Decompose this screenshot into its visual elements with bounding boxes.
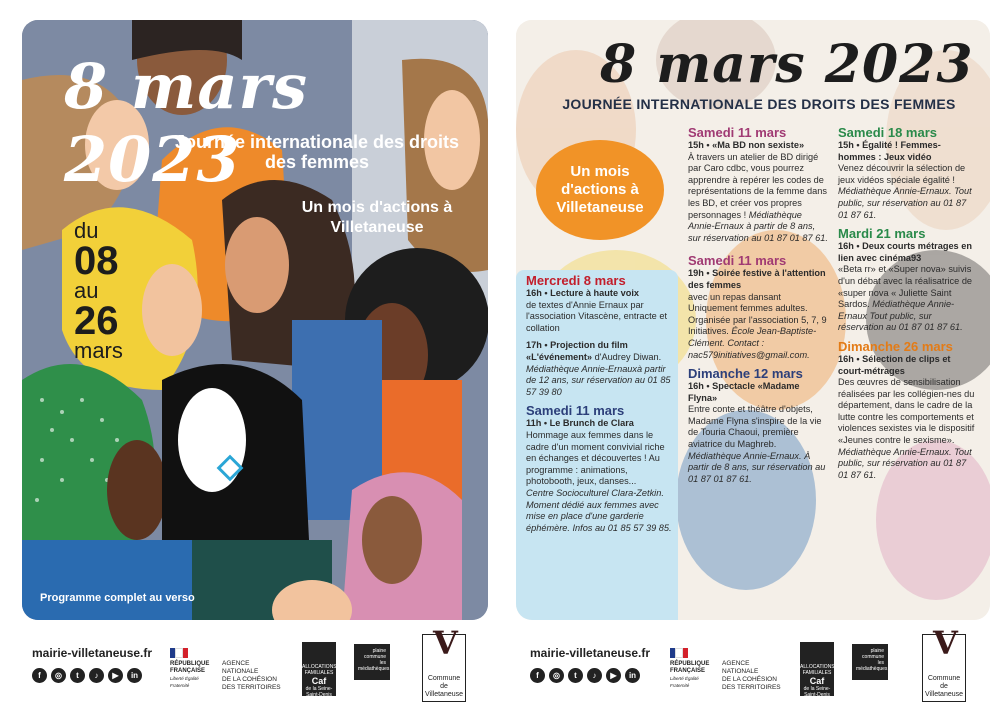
anct-logo: AGENCE NATIONALE DE LA COHÉSION DES TERRITOIRES: [222, 660, 281, 691]
tiktok-icon[interactable]: ♪: [587, 668, 602, 683]
tiktok-icon[interactable]: ♪: [89, 668, 104, 683]
facebook-icon[interactable]: f: [530, 668, 545, 683]
event-title: 11h • Le Brunch de Clara: [526, 418, 634, 429]
anct-logo-right: AGENCE NATIONALE DE LA COHÉSION DES TERRITOIRES: [722, 660, 781, 691]
date-range: [74, 220, 123, 362]
social-icons: [32, 668, 142, 683]
instagram-icon[interactable]: ◎: [549, 668, 564, 683]
date-heading: Dimanche 12 mars: [688, 366, 803, 382]
linkedin-icon[interactable]: in: [127, 668, 142, 683]
plaine-commune-logo: plaine commune les médiathèques: [354, 644, 390, 680]
event-info: École Jean-Baptiste-Clément. Contact : nac579initiatives@gmail.com.: [688, 326, 817, 360]
date-heading: Mardi 21 mars: [838, 226, 926, 242]
event-title: 16h • Sélection de clips et court-métrages: [838, 353, 951, 376]
poster-title-right: 8 mars 2023: [600, 34, 974, 95]
linkedin-icon[interactable]: in: [625, 668, 640, 683]
youtube-icon[interactable]: ▶: [108, 668, 123, 683]
caf-logo: ALLOCATIONS FAMILIALES Caf de la Seine-Saint-Denis: [302, 642, 336, 696]
date-au: au: [74, 278, 99, 303]
event-title: 15h • «Ma BD non sexiste»: [688, 140, 805, 150]
event-title: 15h • Égalité ! Femmes-hommes : Jeux vidéo: [838, 140, 941, 162]
date-heading: Samedi 11 mars: [688, 253, 787, 269]
event-item: [688, 140, 828, 244]
event-item: [688, 381, 828, 485]
right-poster: [516, 20, 990, 620]
facebook-icon[interactable]: f: [32, 668, 47, 683]
event-item: [838, 354, 978, 482]
program-column-2: [688, 126, 828, 491]
headline: JOURNÉE INTERNATIONALE DES DROITS DES FEMMES: [562, 96, 956, 112]
instagram-icon[interactable]: ◎: [51, 668, 66, 683]
month-badge: Un mois d'actions à Villetaneuse: [536, 140, 664, 240]
poster-subtitle: Journée internationale des droits des femmes: [174, 132, 460, 172]
event-info: Médiathèque Annie-Ernaux. À partir de 8 ans, sur réservation au 01 87 01 87 61.: [688, 450, 826, 484]
twitter-icon[interactable]: t: [70, 668, 85, 683]
event-text: Des œuvres de sensibilisation réalisées par les collégien-nes du département, dans le cadre de la lutte contre les comportements et violences sexistes via le dispositif «Jeunes contre le sexisme».: [838, 377, 975, 446]
date-heading: Samedi 18 mars: [838, 125, 938, 140]
date-du: du: [74, 218, 99, 243]
date-end: 26: [74, 299, 119, 343]
event-info: Médiathèque Annie-Ernaux Tout public, sur réservation au 01 87 01 87 61.: [838, 299, 963, 333]
event-item: [526, 288, 672, 334]
event-text: «Beta rr» et «Super nova» suivis d'un débat avec la réalisatrice de «super nova « Juliette Saint Sardos.: [838, 264, 973, 310]
event-info: Médiathèque Annie-Ernauxà partir de 12 ans, sur réservation au 01 85 57 39 80: [526, 363, 671, 397]
social-icons-right: [530, 668, 640, 683]
program-column-3: [838, 126, 978, 487]
event-text: de textes d'Annie Ernaux par l'association Vitascène, entracte et collation: [526, 299, 668, 333]
left-poster: [22, 20, 488, 620]
event-title: 16h • Lecture à haute voix: [526, 288, 639, 298]
republique-logo: RÉPUBLIQUE FRANÇAISE Liberté Égalité Fraternité: [170, 648, 210, 689]
program-note: Programme complet au verso: [40, 592, 195, 604]
website-link[interactable]: mairie-villetaneuse.fr: [32, 646, 153, 660]
event-item: [526, 418, 672, 534]
event-text: À travers un atelier de BD dirigé par Caro cdbc, vous pourrez apprendre à repérer les codes de représentations de la femme dans les BD, et créer vos propres personnages !: [688, 151, 827, 220]
french-flag-icon: [670, 648, 688, 658]
french-flag-icon: [170, 648, 188, 658]
villetaneuse-logo-right: V Commune de Villetaneuse: [922, 634, 966, 702]
event-info: Centre Socioculturel Clara-Zetkin. Moment dédié aux femmes avec mise en place d'une garderie éphémère. Infos au 01 85 57 39 85.: [526, 487, 672, 533]
event-text: avec un repas dansant Uniquement femmes adultes. Organisée par l'association 5, 7, 9 Initiatives.: [688, 291, 827, 337]
event-text: Venez découvrir la sélection de jeux vidéos spéciale égalité !: [838, 163, 966, 185]
event-title: 16h • Spectacle «Madame Flyna»: [688, 381, 800, 403]
villetaneuse-logo: V Commune de Villetaneuse: [422, 634, 466, 702]
event-info: Médiathèque Annie-Ernaux. Tout public, sur réservation au 01 87 01 87 61.: [838, 446, 972, 480]
plaine-commune-logo-right: plaine commune les médiathèques: [852, 644, 888, 680]
v-logo-icon: V: [433, 624, 458, 662]
date-heading: Dimanche 26 mars: [838, 338, 953, 354]
event-title: 17h • Projection du film «L'événement»: [526, 340, 628, 362]
youtube-icon[interactable]: ▶: [606, 668, 621, 683]
event-info: Médiathèque Annie-Ernaux. Tout public, sur réservation au 01 87 01 87 61.: [838, 186, 972, 220]
republique-logo-right: RÉPUBLIQUE FRANÇAISE Liberté Égalité Fraternité: [670, 648, 710, 689]
date-heading: Samedi 11 mars: [688, 125, 787, 140]
month-of-actions: Un mois d'actions à Villetaneuse: [301, 199, 453, 236]
event-title: 16h • Deux courts métrages en lien avec cinéma93: [838, 241, 972, 263]
date-heading: Mercredi 8 mars: [526, 273, 626, 288]
date-start: 08: [74, 239, 119, 283]
event-info: Médiathèque Annie-Ernaux à partir de 8 ans, sur réservation au 01 87 01 87 61.: [688, 209, 828, 243]
event-item: [838, 140, 978, 221]
website-link-right[interactable]: mairie-villetaneuse.fr: [530, 646, 651, 660]
event-text: d'Audrey Diwan.: [592, 351, 662, 362]
program-column-1: [516, 270, 678, 620]
date-heading: Samedi 11 mars: [526, 403, 625, 419]
poster-title: 8 mars 2023: [64, 50, 309, 196]
v-logo-icon: V: [933, 624, 958, 662]
event-item: [688, 268, 828, 361]
event-text: Hommage aux femmes dans le cadre d'un moment convivial riche en échanges et découvertes ! Au programme : animations, photobooth, jeux, danses...: [526, 429, 665, 487]
date-month: mars: [74, 338, 123, 363]
event-text: Entre conte et théâtre d'objets, Madame Flyna s'inspire de la vie de Touria Chaoui, première aviatrice du Maghreb.: [688, 404, 822, 450]
twitter-icon[interactable]: t: [568, 668, 583, 683]
event-item: [526, 340, 672, 398]
event-item: [838, 241, 978, 334]
caf-logo-right: ALLOCATIONS FAMILIALES Caf de la Seine-Saint-Denis: [800, 642, 834, 696]
event-title: 19h • Soirée festive à l'attention des femmes: [688, 268, 826, 290]
